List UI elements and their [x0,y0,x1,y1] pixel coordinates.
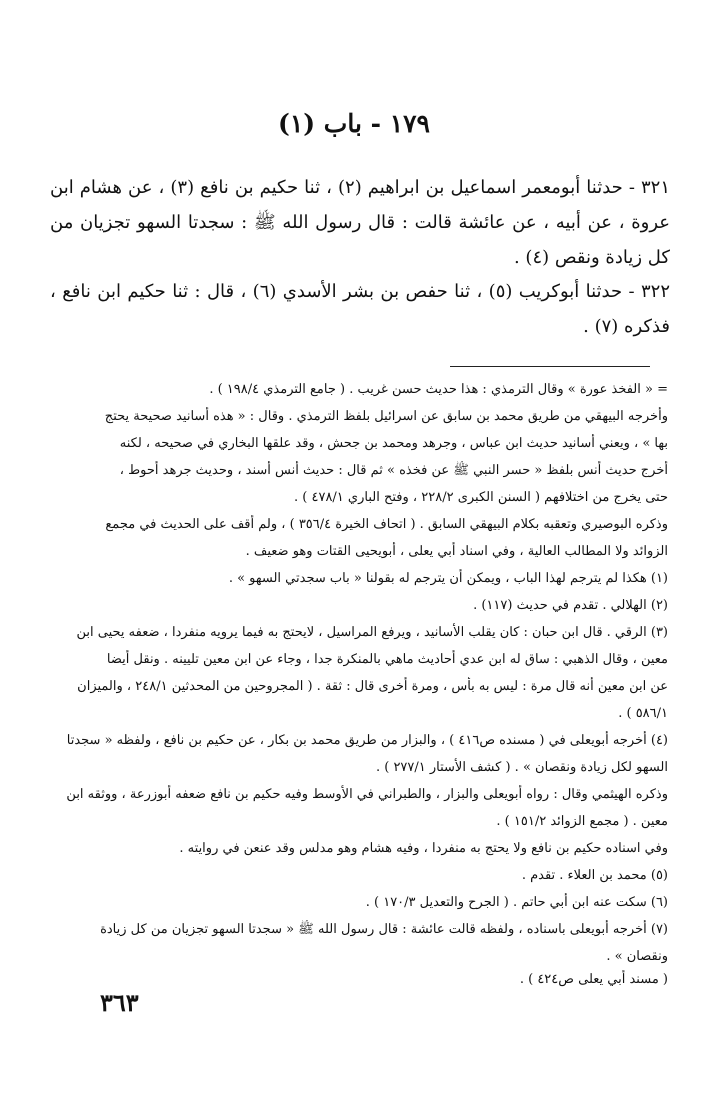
footnote-line: ٥٨٦/١ ) . [618,706,668,721]
footnote-line: معين . ( مجمع الزوائد ١٥١/٢ ) . [496,814,668,829]
footnote-line: = « الفخذ عورة » وقال الترمذي : هذا حديث حسن غريب . ( جامع الترمذي ١٩٨/٤ ) . [209,382,668,397]
footnote-line: عن ابن معين أنه قال مرة : ليس به بأس ، ومرة أخرى قال : ثقة . ( المجروحين من المحدثين ٢٤٨/١ ، والميزان [77,679,668,694]
footnote-line: (٣) الرقي . قال ابن حبان : كان يقلب الأسانيد ، ويرفع المراسيل ، لايحتج به فيما يرويه منفردا ، ضعفه يحيى ابن [76,625,668,640]
page-number: ٣٦٣ [100,988,139,1017]
footnote-line: (١) هكذا لم يترجم لهذا الباب ، ويمكن أن يترجم له بقولنا « باب سجدتي السهو » . [228,571,668,586]
footnote-line: ونقصان » . [606,949,668,964]
hadith-321: ٣٢١ - حدثنا أبومعمر اسماعيل بن ابراهيم (٢) ، ثنا حكيم بن نافع (٣) ، عن هشام ابن عروة ، عن أبيه ، عن عائشة قالت : قال رسول الله ﷺ : سجدتا السهو تجزيان من كل زيادة ونقص (٤) . [50,177,671,268]
footnote-line: حتى يخرج من اختلافهم ( السنن الكبرى ٢٢٨/٢ ، وفتح الباري ٤٧٨/١ ) . [294,490,668,505]
footnote-line: وذكره الهيثمي وقال : رواه أبويعلى والبزار ، والطبراني في الأوسط وفيه حكيم بن نافع ضعفه أبوزرعة ، ووثقه ابن [66,787,668,802]
footnote-line: وأخرجه البيهقي من طريق محمد بن سابق عن اسرائيل بلفظ الترمذي . وقال : « هذه أسانيد صحيحة يحتج [104,409,668,424]
footnote-line: (٤) أخرجه أبويعلى في ( مسنده ص٤١٦ ) ، والبزار من طريق محمد بن بكار ، عن حكيم بن نافع ، ولفظه « سجدتا [66,733,668,748]
footnote-separator [450,366,650,367]
footnote-line: (٢) الهلالي . تقدم في حديث (١١٧) . [473,598,668,613]
chapter-title: ١٧٩ - باب (١) [277,109,430,138]
footnote-line: (٦) سكت عنه ابن أبي حاتم . ( الجرح والتعديل ١٧٠/٣ ) . [365,895,668,910]
footnote-line: وفي اسناده حكيم بن نافع ولا يحتج به منفردا ، وفيه هشام وهو مدلس وقد عنعن في روايته . [179,841,668,856]
footnote-line: (٧) أخرجه أبويعلى باسناده ، ولفظه قالت عائشة : قال رسول الله ﷺ « سجدتا السهو تجزيان من كل زيادة [100,922,668,937]
footnote-line: السهو لكل زيادة ونقصان » . ( كشف الأستار ٢٧٧/١ ) . [375,760,668,775]
footnote-line: (٥) محمد بن العلاء . تقدم . [521,868,668,883]
footnote-line: أخرج حديث أنس بلفظ « حسر النبي ﷺ عن فخذه » ثم قال : حديث أنس أسند ، وحديث جرهد أحوط ، [119,463,668,478]
footnote-line: ( مسند أبي يعلى ص٤٢٤ ) . [519,972,668,987]
footnote-line: معين ، وقال الذهبي : ساق له ابن عدي أحاديث ماهي بالمنكرة جدا ، وجاء عن ابن معين تليينه . ونقل أيضا [106,652,668,667]
footnote-line: بها » ، ويعني أسانيد حديث ابن عباس ، وجرهد ومحمد بن جحش ، وقد علقها البخاري في صحيحه ، لكنه [119,436,668,451]
hadith-322: ٣٢٢ - حدثنا أبوكريب (٥) ، ثنا حفص بن بشر الأسدي (٦) ، قال : ثنا حكيم ابن نافع ، فذكره (٧) . [50,281,670,337]
footnote-line: الزوائد ولا المطالب العالية ، وفي اسناد أبي يعلى ، أبويحيى القتات وهو ضعيف . [245,544,668,559]
footnote-line: وذكره البوصيري وتعقبه بكلام البيهقي السابق . ( اتحاف الخيرة ٣٥٦/٤ ) ، ولم أقف على الحديث في مجمع [105,517,668,532]
